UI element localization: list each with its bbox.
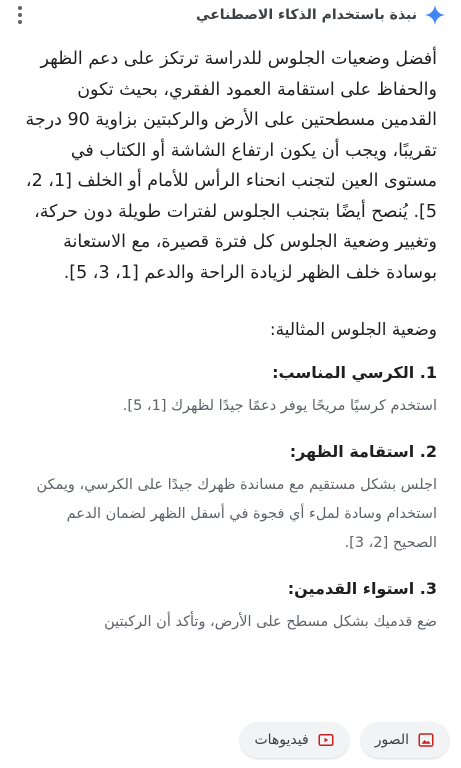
list-item	[22, 360, 437, 421]
ai-overview-header	[0, 0, 461, 30]
item-body: اجلس بشكل مستقيم مع مساندة ظهرك جيدًا على الكرسي، ويمكن استخدام وسادة لملء أي فجوة في أسفل الظهر لضمان الدعم الصحيح [2، 3].	[36, 477, 437, 551]
ai-overview-content	[22, 44, 437, 655]
image-icon	[417, 731, 435, 749]
images-chip-label: الصور	[374, 732, 409, 748]
item-body: استخدم كرسيًا مريحًا يوفر دعمًا جيدًا لظهرك [1، 5].	[122, 398, 437, 414]
images-chip[interactable]	[361, 722, 449, 758]
video-play-icon	[317, 731, 335, 749]
item-body: ضع قدميك بشكل مسطح على الأرض، وتأكد أن الركبتين	[104, 614, 437, 630]
list-item	[22, 439, 437, 558]
more-vert-icon	[18, 6, 22, 24]
videos-chip[interactable]	[240, 722, 348, 758]
sparkle-icon	[423, 3, 447, 27]
item-title: 1. الكرسي المناسب:	[272, 363, 437, 382]
videos-chip-label: فيديوهات	[254, 732, 309, 748]
intro-paragraph: أفضل وضعيات الجلوس للدراسة ترتكز على دعم الظهر والحفاظ على استقامة العمود الفقري، بحيث تكون القدمين مسطحتين على الأرض والركبتين بزاوية 90 درجة تقريبًا، ويجب أن يكون ارتفاع الشاشة أو الكتاب في مستوى العين لتجنب انحناء الرأس للأمام أو الخلف [1، 2، 5]. يُنصح أيضًا بتجنب الجلوس لفترات طويلة دون حركة، وتغيير وضعية الجلوس كل فترة قصيرة، مع الاستعانة بوسادة خلف الظهر لزيادة الراحة والدعم [1، 3، 5].	[25, 49, 437, 283]
section-heading: وضعية الجلوس المثالية:	[269, 320, 437, 340]
item-title: 3. استواء القدمين:	[287, 579, 437, 598]
more-options-button[interactable]	[10, 6, 30, 24]
ai-overview-title: نبذة باستخدام الذكاء الاصطناعي	[196, 7, 417, 23]
list-item	[22, 576, 437, 637]
item-title: 2. استقامة الظهر:	[289, 442, 437, 461]
filter-chip-bar	[0, 712, 461, 768]
